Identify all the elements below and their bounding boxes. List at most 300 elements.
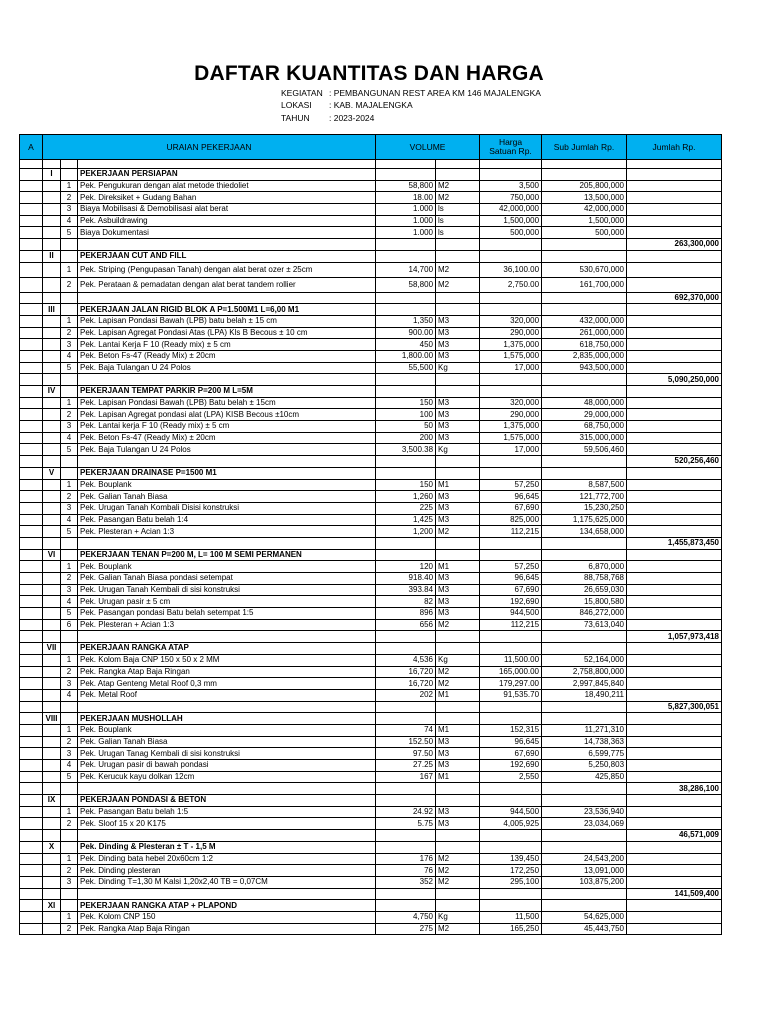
item-number: 2 [61, 923, 78, 935]
empty-cell [20, 713, 43, 725]
empty-cell [436, 783, 480, 795]
item-unit-price: 1,575,000 [480, 432, 542, 444]
item-row [20, 421, 722, 433]
item-number: 1 [61, 479, 78, 491]
empty-cell [20, 573, 43, 585]
empty-cell [43, 865, 61, 877]
empty-cell [627, 573, 722, 585]
item-description: Pek. Lantai kerja F 10 (Ready mix) ± 5 cm [78, 421, 376, 433]
item-row [20, 806, 722, 818]
section-number: IV [43, 386, 61, 398]
empty-cell [627, 262, 722, 277]
empty-cell [542, 900, 627, 912]
empty-cell [20, 760, 43, 772]
item-volume: 1,260 [376, 491, 436, 503]
empty-cell [61, 701, 78, 713]
item-sub-total: 2,997,845,840 [542, 678, 627, 690]
item-unit-price: 17,000 [480, 362, 542, 374]
item-description: Pek. Baja Tulangan U 24 Polos [78, 362, 376, 374]
empty-cell [43, 514, 61, 526]
empty-cell [43, 561, 61, 573]
item-sub-total: 11,271,310 [542, 724, 627, 736]
item-unit: Kg [436, 444, 480, 456]
item-description: Pek. Plesteran + Acian 1:3 [78, 526, 376, 538]
empty-cell [20, 362, 43, 374]
item-unit-price: 1,375,000 [480, 339, 542, 351]
item-sub-total: 59,506,460 [542, 444, 627, 456]
empty-cell [61, 549, 78, 561]
section-title: PEKERJAAN RANGKA ATAP + PLAPOND [78, 900, 376, 912]
item-description: Pek. Perataan & pemadatan dengan alat berat tandem rollier [78, 277, 376, 292]
section-total-row [20, 830, 722, 842]
empty-cell [542, 250, 627, 262]
item-description: Biaya Dokumentasi [78, 227, 376, 239]
item-unit-price: 165,000.00 [480, 666, 542, 678]
empty-cell [20, 491, 43, 503]
item-unit: M2 [436, 923, 480, 935]
empty-cell [78, 701, 376, 713]
empty-cell [480, 713, 542, 725]
item-unit-price: 2,750.00 [480, 277, 542, 292]
section-number: VII [43, 643, 61, 655]
item-unit: Kg [436, 654, 480, 666]
empty-cell [78, 160, 376, 169]
empty-cell [43, 584, 61, 596]
empty-cell [376, 643, 436, 655]
item-unit: M2 [436, 526, 480, 538]
item-row [20, 432, 722, 444]
item-unit-price: 42,000,000 [480, 204, 542, 216]
item-unit: M3 [436, 409, 480, 421]
empty-cell [376, 250, 436, 262]
item-number: 2 [61, 192, 78, 204]
empty-cell [43, 292, 61, 304]
empty-cell [43, 350, 61, 362]
item-sub-total: 943,500,000 [542, 362, 627, 374]
item-sub-total: 48,000,000 [542, 397, 627, 409]
empty-cell [627, 304, 722, 316]
empty-cell [20, 666, 43, 678]
empty-cell [20, 841, 43, 853]
empty-cell [376, 888, 436, 900]
item-unit-price: 17,000 [480, 444, 542, 456]
item-unit-price: 3,500 [480, 180, 542, 192]
item-number: 2 [61, 491, 78, 503]
empty-cell [627, 678, 722, 690]
item-description: Pek. Pasangan pondasi Batu belah setempat 1:5 [78, 608, 376, 620]
item-row [20, 514, 722, 526]
item-sub-total: 5,250,803 [542, 760, 627, 772]
item-unit-price: 67,690 [480, 748, 542, 760]
item-sub-total: 1,500,000 [542, 215, 627, 227]
item-description: Pek. Lapisan Pondasi Bawah (LPB) batu belah ± 15 cm [78, 315, 376, 327]
item-unit: M1 [436, 479, 480, 491]
empty-cell [436, 169, 480, 181]
empty-cell [20, 830, 43, 842]
item-unit-price: 67,690 [480, 584, 542, 596]
empty-cell [43, 456, 61, 468]
empty-cell [627, 584, 722, 596]
empty-cell [43, 689, 61, 701]
empty-cell [627, 479, 722, 491]
empty-cell [627, 713, 722, 725]
empty-cell [20, 654, 43, 666]
empty-cell [376, 631, 436, 643]
item-description: Pek. Direksiket + Gudang Bahan [78, 192, 376, 204]
empty-cell [61, 631, 78, 643]
item-unit-price: 179,297.00 [480, 678, 542, 690]
empty-cell [436, 304, 480, 316]
item-description: Pek. Urugan Tanag Kembali di sisi konstruksi [78, 748, 376, 760]
empty-cell [61, 374, 78, 386]
item-row [20, 911, 722, 923]
item-number: 1 [61, 561, 78, 573]
empty-cell [627, 654, 722, 666]
item-row [20, 339, 722, 351]
empty-cell [376, 841, 436, 853]
empty-cell [436, 456, 480, 468]
item-unit-price: 96,645 [480, 573, 542, 585]
empty-cell [78, 888, 376, 900]
empty-cell [542, 169, 627, 181]
item-row [20, 724, 722, 736]
item-number: 1 [61, 315, 78, 327]
item-number: 1 [61, 397, 78, 409]
section-total: 141,509,400 [627, 888, 722, 900]
item-sub-total: 2,835,000,000 [542, 350, 627, 362]
empty-cell [436, 386, 480, 398]
empty-cell [43, 444, 61, 456]
item-row [20, 526, 722, 538]
empty-cell [43, 362, 61, 374]
empty-cell [627, 432, 722, 444]
item-unit-price: 1,500,000 [480, 215, 542, 227]
empty-cell [436, 830, 480, 842]
item-unit: M1 [436, 561, 480, 573]
item-number: 2 [61, 409, 78, 421]
item-sub-total: 73,613,040 [542, 619, 627, 631]
section-row [20, 841, 722, 853]
section-total-row [20, 783, 722, 795]
empty-cell [436, 631, 480, 643]
empty-cell [20, 227, 43, 239]
empty-cell [20, 608, 43, 620]
empty-cell [20, 631, 43, 643]
item-unit-price: 192,690 [480, 760, 542, 772]
item-unit-price: 67,690 [480, 502, 542, 514]
empty-cell [43, 432, 61, 444]
empty-cell [43, 227, 61, 239]
item-number: 6 [61, 619, 78, 631]
item-description: Pek. Dinding plesteran [78, 865, 376, 877]
empty-cell [480, 830, 542, 842]
item-row [20, 666, 722, 678]
section-number: II [43, 250, 61, 262]
empty-cell [542, 549, 627, 561]
item-unit-price: 96,645 [480, 736, 542, 748]
empty-cell [43, 748, 61, 760]
empty-cell [43, 678, 61, 690]
item-row [20, 362, 722, 374]
empty-cell [20, 795, 43, 807]
item-sub-total: 54,625,000 [542, 911, 627, 923]
section-row [20, 713, 722, 725]
item-unit: ls [436, 215, 480, 227]
empty-cell [43, 736, 61, 748]
section-title: PEKERJAAN PONDASI & BETON [78, 795, 376, 807]
empty-cell [480, 900, 542, 912]
empty-cell [20, 180, 43, 192]
empty-cell [542, 304, 627, 316]
empty-cell [542, 713, 627, 725]
item-row [20, 596, 722, 608]
boq-table [19, 134, 722, 935]
item-row [20, 397, 722, 409]
item-number: 5 [61, 444, 78, 456]
empty-cell [627, 806, 722, 818]
item-number: 4 [61, 350, 78, 362]
empty-cell [376, 239, 436, 251]
empty-cell [20, 456, 43, 468]
item-unit: M3 [436, 514, 480, 526]
empty-cell [20, 397, 43, 409]
item-row [20, 573, 722, 585]
empty-cell [43, 526, 61, 538]
item-volume: 24.92 [376, 806, 436, 818]
empty-cell [627, 467, 722, 479]
empty-cell [20, 689, 43, 701]
item-description: Pek. Bouplank [78, 724, 376, 736]
item-row [20, 923, 722, 935]
item-volume: 100 [376, 409, 436, 421]
item-unit: M3 [436, 491, 480, 503]
item-sub-total: 8,587,500 [542, 479, 627, 491]
item-description: Pek. Beton Fs-47 (Ready Mix) ± 20cm [78, 432, 376, 444]
header-harga-line2: Satuan Rp. [489, 146, 532, 156]
section-row [20, 643, 722, 655]
meta-key: LOKASI [281, 100, 312, 111]
item-unit-price: 320,000 [480, 397, 542, 409]
header-harga [480, 135, 542, 160]
document-title: DAFTAR KUANTITAS DAN HARGA [194, 62, 544, 85]
empty-cell [542, 292, 627, 304]
empty-cell [61, 713, 78, 725]
item-sub-total: 261,000,000 [542, 327, 627, 339]
empty-cell [627, 841, 722, 853]
item-unit: M3 [436, 397, 480, 409]
empty-cell [627, 192, 722, 204]
section-row [20, 795, 722, 807]
empty-cell [436, 537, 480, 549]
item-unit-price: 91,535.70 [480, 689, 542, 701]
empty-cell [627, 160, 722, 169]
item-row [20, 584, 722, 596]
empty-cell [43, 204, 61, 216]
item-volume: 4,536 [376, 654, 436, 666]
empty-cell [43, 911, 61, 923]
item-number: 2 [61, 277, 78, 292]
empty-cell [78, 631, 376, 643]
item-volume: 50 [376, 421, 436, 433]
item-unit: M2 [436, 192, 480, 204]
item-row [20, 444, 722, 456]
item-row [20, 502, 722, 514]
item-row [20, 865, 722, 877]
empty-cell [480, 239, 542, 251]
empty-cell [20, 549, 43, 561]
empty-cell [627, 818, 722, 830]
empty-cell [376, 900, 436, 912]
empty-cell [78, 292, 376, 304]
empty-cell [43, 608, 61, 620]
empty-cell [43, 654, 61, 666]
item-unit: M2 [436, 876, 480, 888]
item-number: 1 [61, 806, 78, 818]
item-number: 3 [61, 339, 78, 351]
empty-cell [20, 479, 43, 491]
item-unit: M3 [436, 748, 480, 760]
empty-cell [480, 456, 542, 468]
item-volume: 1,200 [376, 526, 436, 538]
empty-cell [61, 795, 78, 807]
item-unit: M3 [436, 339, 480, 351]
item-description: Pek. Rangka Atap Baja Ringan [78, 923, 376, 935]
item-unit: M3 [436, 736, 480, 748]
item-row [20, 678, 722, 690]
item-row [20, 277, 722, 292]
item-number: 5 [61, 227, 78, 239]
item-unit-price: 172,250 [480, 865, 542, 877]
item-sub-total: 29,000,000 [542, 409, 627, 421]
empty-cell [436, 549, 480, 561]
item-sub-total: 103,875,200 [542, 876, 627, 888]
empty-cell [20, 514, 43, 526]
item-unit-price: 57,250 [480, 561, 542, 573]
item-unit-price: 11,500 [480, 911, 542, 923]
item-sub-total: 530,670,000 [542, 262, 627, 277]
section-total: 1,455,873,450 [627, 537, 722, 549]
item-description: Pek. Kolom CNP 150 [78, 911, 376, 923]
item-description: Pek. Pasangan Batu belah 1:4 [78, 514, 376, 526]
item-volume: 1.000 [376, 204, 436, 216]
section-total: 5,090,250,000 [627, 374, 722, 386]
item-description: Pek. Galian Tanah Biasa [78, 736, 376, 748]
item-number: 3 [61, 748, 78, 760]
header-harga-line1: Harga [498, 137, 523, 147]
empty-cell [542, 888, 627, 900]
empty-cell [43, 771, 61, 783]
empty-cell [43, 491, 61, 503]
empty-cell [43, 327, 61, 339]
empty-cell [20, 596, 43, 608]
meta-value: : 2023-2024 [329, 112, 375, 123]
item-description: Pek. Pasangan Batu belah 1:5 [78, 806, 376, 818]
empty-cell [20, 526, 43, 538]
item-unit-price: 1,575,000 [480, 350, 542, 362]
item-row [20, 654, 722, 666]
item-description: Pek. Lantai Kerja F 10 (Ready mix) ± 5 cm [78, 339, 376, 351]
item-unit: M3 [436, 608, 480, 620]
item-row [20, 876, 722, 888]
item-sub-total: 14,738,363 [542, 736, 627, 748]
meta-key: TAHUN [281, 112, 310, 123]
item-unit: M3 [436, 350, 480, 362]
item-volume: 352 [376, 876, 436, 888]
empty-cell [627, 444, 722, 456]
empty-cell [20, 315, 43, 327]
empty-cell [627, 865, 722, 877]
item-row [20, 608, 722, 620]
item-unit: M3 [436, 584, 480, 596]
item-volume: 450 [376, 339, 436, 351]
item-unit-price: 152,315 [480, 724, 542, 736]
empty-cell [627, 526, 722, 538]
empty-cell [61, 304, 78, 316]
item-row [20, 204, 722, 216]
item-volume: 1,350 [376, 315, 436, 327]
item-sub-total: 68,750,000 [542, 421, 627, 433]
empty-cell [376, 467, 436, 479]
empty-cell [480, 169, 542, 181]
item-unit: M1 [436, 689, 480, 701]
item-number: 1 [61, 262, 78, 277]
item-number: 1 [61, 180, 78, 192]
item-volume: 225 [376, 502, 436, 514]
item-row [20, 771, 722, 783]
item-number: 4 [61, 760, 78, 772]
empty-cell [627, 666, 722, 678]
empty-cell [627, 608, 722, 620]
item-description: Pek. Rangka Atap Baja Ringan [78, 666, 376, 678]
empty-cell [627, 397, 722, 409]
empty-cell [627, 386, 722, 398]
empty-cell [480, 304, 542, 316]
item-sub-total: 161,700,000 [542, 277, 627, 292]
empty-cell [542, 537, 627, 549]
item-row [20, 262, 722, 277]
section-title: PEKERJAAN TEMPAT PARKIR P=200 M L=5M [78, 386, 376, 398]
item-description: Pek. Bouplank [78, 479, 376, 491]
item-description: Biaya Mobilisasi & Demobilisasi alat berat [78, 204, 376, 216]
empty-cell [376, 374, 436, 386]
empty-cell [61, 169, 78, 181]
item-row [20, 853, 722, 865]
empty-cell [627, 876, 722, 888]
empty-cell [43, 180, 61, 192]
empty-cell [20, 911, 43, 923]
item-description: Pek. Plesteran + Acian 1:3 [78, 619, 376, 631]
empty-cell [542, 467, 627, 479]
item-sub-total: 205,800,000 [542, 180, 627, 192]
item-description: Pek. Kolom Baja CNP 150 x 50 x 2 MM [78, 654, 376, 666]
item-description: Pek. Lapisan Agregat pondasi alat (LPA) KISB Becous ±10cm [78, 409, 376, 421]
empty-cell [61, 456, 78, 468]
item-sub-total: 1,175,625,000 [542, 514, 627, 526]
item-volume: 393.84 [376, 584, 436, 596]
item-volume: 200 [376, 432, 436, 444]
item-unit: M2 [436, 666, 480, 678]
header-uraian: URAIAN PEKERJAAN [43, 135, 376, 160]
empty-cell [627, 561, 722, 573]
empty-cell [20, 215, 43, 227]
item-unit: Kg [436, 911, 480, 923]
empty-cell [20, 339, 43, 351]
item-row [20, 818, 722, 830]
item-sub-total: 23,536,940 [542, 806, 627, 818]
item-unit: M2 [436, 865, 480, 877]
item-unit-price: 944,500 [480, 608, 542, 620]
item-sub-total: 6,599,775 [542, 748, 627, 760]
